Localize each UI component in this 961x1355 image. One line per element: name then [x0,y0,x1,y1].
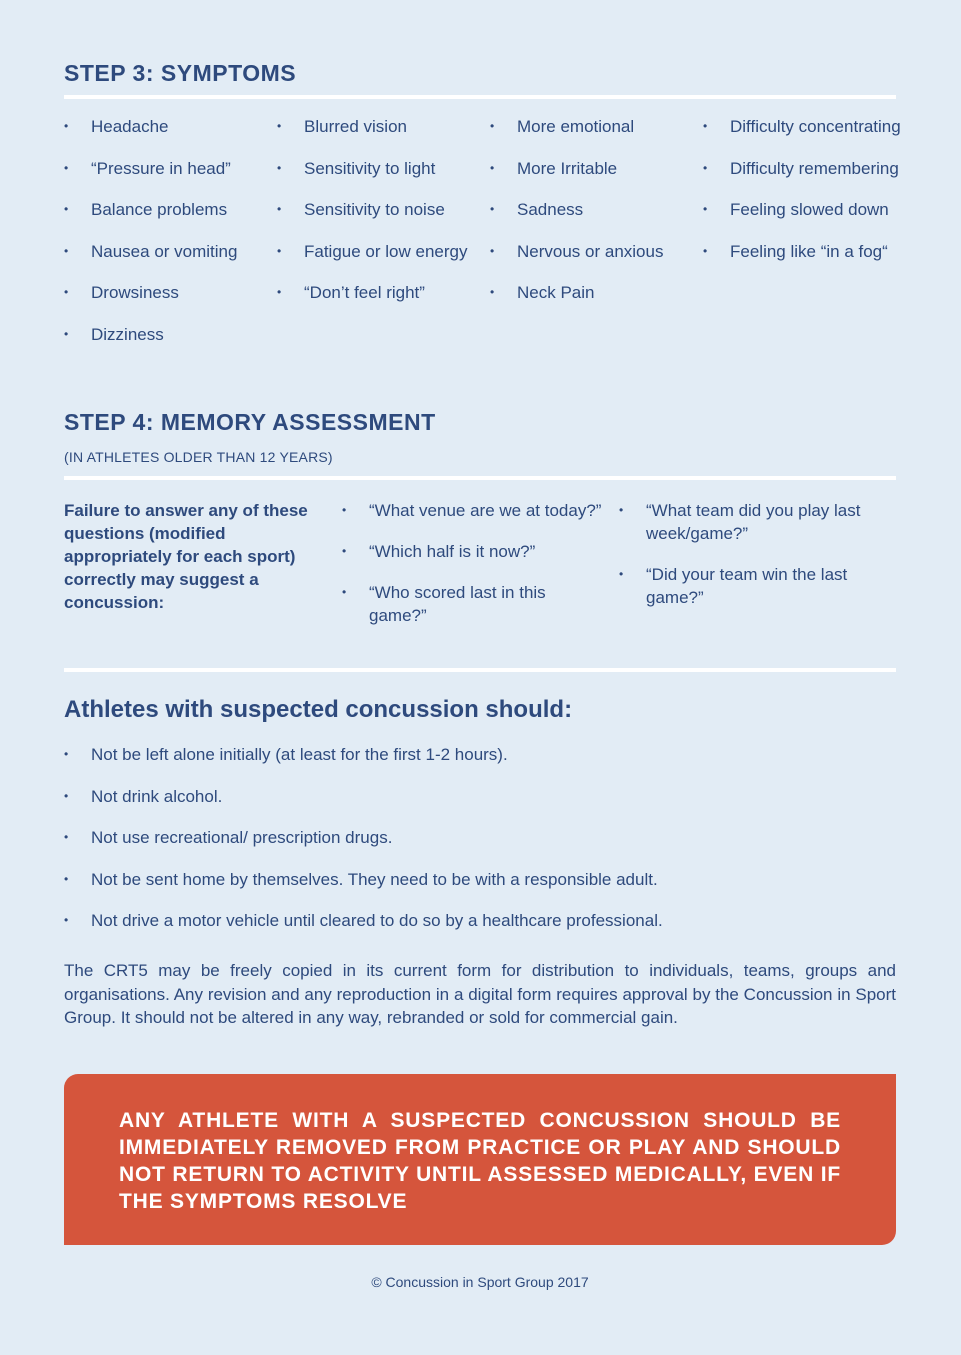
list-item-text: Sadness [517,200,584,219]
bullet-icon: • [619,567,624,581]
guidance-item [64,743,896,766]
symptom-column [703,115,903,281]
symptom-item [703,157,903,180]
memory-question-item [342,540,602,563]
list-item-text: Nervous or anxious [517,241,664,261]
symptom-item [490,115,690,138]
bullet-icon: • [64,119,69,133]
bullet-icon: • [490,119,495,133]
warning-banner [64,1074,896,1245]
symptom-item [64,115,264,138]
athletes-heading: Athletes with suspected concussion should: [64,696,573,723]
list-item-text: Not drink alcohol. [91,786,223,806]
list-item-text: Drowsiness [91,283,179,302]
bullet-icon: • [64,913,69,927]
bullet-icon: • [490,202,495,216]
symptom-item [703,115,903,138]
memory-question-item [342,581,602,627]
symptom-item [277,198,477,221]
list-item-text: Feeling slowed down [730,200,889,219]
symptom-item [64,240,264,263]
bullet-icon: • [619,503,624,517]
list-item-text: Sensitivity to noise [304,200,445,219]
memory-question-item [342,499,602,522]
bullet-icon: • [342,544,347,558]
bullet-icon: • [277,243,282,258]
bullet-icon: • [64,788,69,803]
symptom-item [64,323,264,346]
bullet-icon: • [277,119,282,133]
list-item-text: Sensitivity to light [304,158,436,178]
athletes-guidance-list [64,743,896,951]
bullet-icon: • [703,243,708,258]
list-item-text: Not be sent home by themselves. They need to be with a responsible adult. [91,869,658,889]
guidance-item [64,868,896,891]
symptom-item [703,240,903,263]
list-item-text: “Who scored last in this game?” [369,583,546,625]
guidance-item [64,826,896,849]
list-item-text: Difficulty concentrating [730,117,901,136]
symptom-item [490,281,690,304]
guidance-item [64,909,896,932]
step4-heading: STEP 4: MEMORY ASSESSMENT [64,409,436,435]
symptom-item [277,115,477,138]
step3-heading: STEP 3: SYMPTOMS [64,60,297,86]
list-item-text: “What team did you play last week/game?” [646,501,861,543]
symptom-column [64,115,264,364]
symptom-item [277,281,477,304]
bullet-icon: • [64,160,69,175]
memory-question-column [342,499,602,645]
list-item-text: Feeling like “in a fog“ [730,241,888,261]
memory-intro-text: Failure to answer any of these questions (modified appropriately for each sport) correctly may suggest a concussion: [64,501,308,612]
symptom-item [277,157,477,180]
disclaimer-paragraph: The CRT5 may be freely copied in its current form for distribution to individuals, teams, groups and organisations. Any revision and any reproduction in a digital form requires approval by the Concussion in Sport Group. It should not be altered in any way, rebranded or sold for commercial gain. [64,961,896,1027]
list-item-text: Difficulty remembering [730,158,899,178]
bullet-icon: • [64,747,69,761]
symptom-item [64,198,264,221]
bullet-icon: • [64,830,69,844]
list-item-text: Balance problems [91,200,228,219]
list-item-text: Blurred vision [304,117,407,136]
bullet-icon: • [64,202,69,216]
guidance-item [64,785,896,808]
list-item-text: Dizziness [91,324,164,344]
list-item-text: “Pressure in head” [91,158,231,178]
list-item-text: Fatigue or low energy [304,241,468,261]
symptom-item [64,157,264,180]
list-item-text: “Did your team win the last game?” [646,565,848,607]
list-item-text: Not be left alone initially (at least for the first 1-2 hours). [91,745,508,764]
list-item-text: “Don’t feel right” [304,283,425,302]
bullet-icon: • [64,285,69,299]
symptom-item [490,240,690,263]
bullet-icon: • [277,160,282,175]
list-item-text: Nausea or vomiting [91,241,238,261]
bullet-icon: • [490,285,495,299]
step4-subtitle: (IN ATHLETES OLDER THAN 12 YEARS) [64,449,333,465]
symptom-item [490,198,690,221]
symptom-column [277,115,477,323]
memory-question-column [619,499,879,627]
list-item-text: “What venue are we at today?” [369,501,602,520]
divider [64,476,896,480]
list-item-text: More emotional [517,117,635,136]
bullet-icon: • [64,871,69,886]
list-item-text: Headache [91,117,169,136]
memory-question-item [619,499,879,545]
list-item-text: More Irritable [517,158,618,178]
bullet-icon: • [703,202,708,216]
bullet-icon: • [703,119,708,133]
list-item-text: Not use recreational/ prescription drugs. [91,828,393,847]
symptom-column [490,115,690,323]
bullet-icon: • [342,503,347,517]
bullet-icon: • [277,285,282,299]
copyright-footer: © Concussion in Sport Group 2017 [371,1274,589,1290]
bullet-icon: • [703,160,708,175]
symptom-item [64,281,264,304]
bullet-icon: • [490,243,495,258]
bullet-icon: • [64,243,69,258]
symptom-item [703,198,903,221]
list-item-text: Neck Pain [517,283,595,302]
memory-question-item [619,563,879,609]
bullet-icon: • [64,326,69,341]
warning-text: ANY ATHLETE WITH A SUSPECTED CONCUSSION SHOULD BE IMMEDIATELY REMOVED FROM PRACTICE OR PLAY AND SHOULD NOT RETURN TO ACTIVITY UNTIL ASSESSED MEDICALLY, EVEN IF THE SYMPTOMS RESOLVE [119,1109,841,1213]
divider [64,95,896,99]
bullet-icon: • [342,585,347,599]
bullet-icon: • [490,160,495,175]
symptom-item [490,157,690,180]
divider [64,668,896,672]
list-item-text: Not drive a motor vehicle until cleared to do so by a healthcare professional. [91,911,663,930]
bullet-icon: • [277,202,282,216]
list-item-text: “Which half is it now?” [369,542,536,561]
symptom-item [277,240,477,263]
